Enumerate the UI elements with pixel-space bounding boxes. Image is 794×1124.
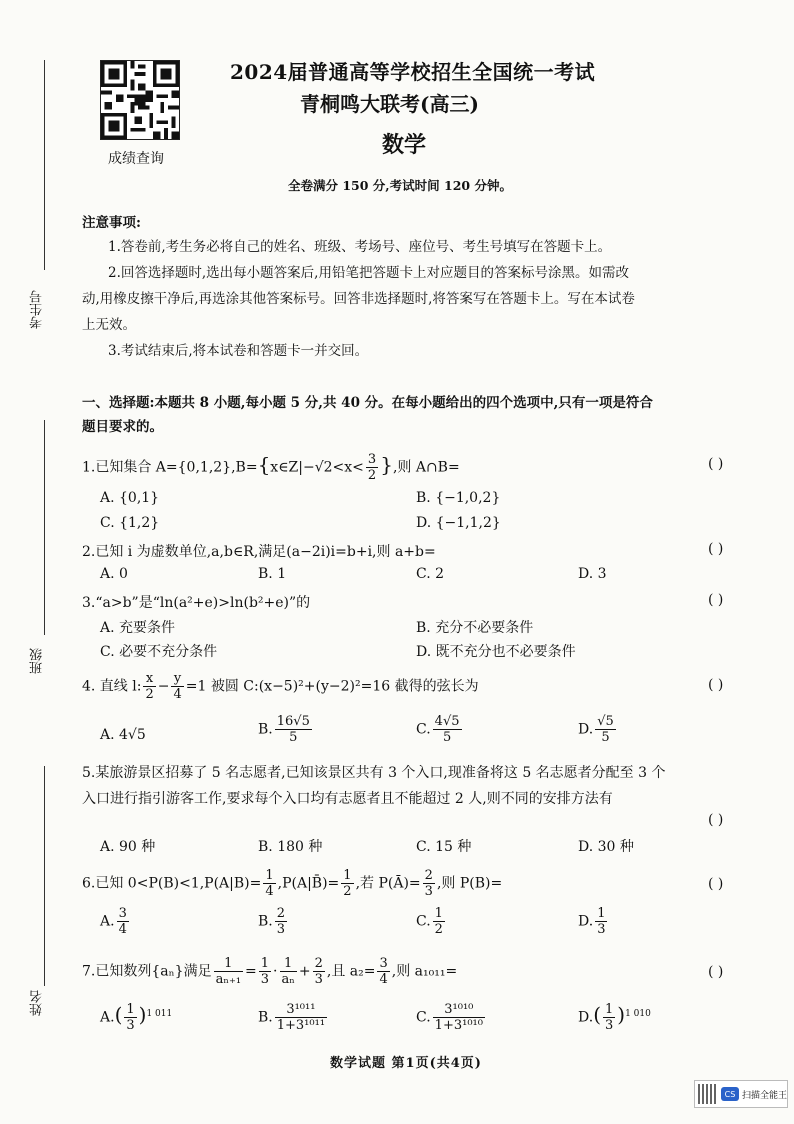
q3-stem: 3.“a>b”是“ln(a²+e)>ln(b²+e)”的 [82, 595, 311, 611]
exam-title-line2: 青桐鸣大联考(高三) [300, 92, 479, 116]
q4-option-b[interactable]: B. $\frac{16√5}{5}$ [258, 714, 310, 745]
section1-instructions-line1: 一、选择题:本题共 8 小题,每小题 5 分,共 40 分。在每小题给出的四个选项中,只有一项是符合 [82, 395, 653, 411]
q2-answer-paren[interactable]: ( ) [708, 541, 724, 557]
q3-option-b[interactable]: B. 充分不必要条件 [416, 620, 534, 636]
q7-option-b[interactable]: B. $\frac{\text{3¹⁰¹¹}}{\text{1+3¹⁰¹¹}}$ [258, 1002, 326, 1033]
notes-item-2a: 2.回答选择题时,选出每小题答案后,用铅笔把答题卡上对应题目的答案标号涂黑。如需改 [108, 265, 629, 281]
scanner-qr-icon [698, 1084, 718, 1104]
name-label: 姓名 [30, 990, 45, 1016]
scanner-badge: CS [721, 1087, 739, 1101]
q7-option-c[interactable]: C. $\frac{\text{3¹⁰¹⁰}}{\text{1+3¹⁰¹⁰}}$ [416, 1002, 483, 1033]
q5-stem-line1: 5.某旅游景区招募了 5 名志愿者,已知该景区共有 3 个入口,现准备将这 5 名志愿者分配至 3 个 [82, 765, 666, 781]
binding-margin-line-bottom [44, 766, 45, 986]
q7-option-d[interactable]: D.( $\frac{1}{3}$ )$^{1 010}$ [578, 1002, 651, 1033]
scanner-watermark [694, 1080, 788, 1108]
q1-option-a[interactable]: A. {0,1} [100, 490, 160, 506]
q7-stem: 7.已知数列{aₙ}满足 $\frac{1}{\text{aₙ₊₁}}$ = $\frac{1}{3}$ · $\frac{1}{\text{aₙ}}$ + $\frac{2}{3}$ ,且 a₂= $\frac{3}{4}$ ,则 a₁₀₁₁= [82, 956, 458, 987]
binding-margin-line-mid [44, 420, 45, 635]
q2-option-d[interactable]: D. 3 [578, 566, 607, 582]
q3-option-d[interactable]: D. 既不充分也不必要条件 [416, 644, 576, 660]
notes-item-2c: 上无效。 [82, 317, 136, 333]
q1-stem-a: 1.已知集合 A={0,1,2},B= [82, 459, 258, 476]
q4-answer-paren[interactable]: ( ) [708, 677, 724, 693]
q5-option-b[interactable]: B. 180 种 [258, 839, 323, 855]
q3-option-c[interactable]: C. 必要不充分条件 [100, 644, 218, 660]
section1-instructions-line2: 题目要求的。 [82, 419, 163, 435]
q5-answer-paren[interactable]: ( ) [708, 812, 724, 828]
q2-stem: 2.已知 i 为虚数单位,a,b∈R,满足(a−2i)i=b+i,则 a+b= [82, 544, 436, 560]
q6-stem: 6.已知 0<P(B)<1,P(A|B)= $\frac{1}{4}$ ,P(A|B̄)= $\frac{1}{2}$ ,若 P(Ā)= $\frac{2}{3}$ ,则 P(B)= [82, 868, 503, 899]
q6-option-c[interactable]: C. $\frac{1}{2}$ [416, 906, 443, 937]
notes-item-2b: 动,用橡皮擦干净后,再选涂其他答案标号。回答非选择题时,将答案写在答题卡上。写在本试卷 [82, 291, 635, 307]
q5-option-a[interactable]: A. 90 种 [100, 839, 156, 855]
qr-caption: 成绩查询 [108, 151, 164, 167]
q3-answer-paren[interactable]: ( ) [708, 592, 724, 608]
exam-info: 全卷满分 150 分,考试时间 120 分钟。 [288, 178, 512, 193]
q2-option-c[interactable]: C. 2 [416, 566, 445, 582]
q5-stem-line2: 入口进行指引游客工作,要求每个入口均有志愿者且不能超过 2 人,则不同的安排方法有 [82, 791, 613, 807]
q5-option-c[interactable]: C. 15 种 [416, 839, 472, 855]
q1-option-d[interactable]: D. {−1,1,2} [416, 515, 501, 531]
page-footer: 数学试题 第1页(共4页) [330, 1056, 482, 1071]
q4-option-c[interactable]: C. $\frac{4√5}{5}$ [416, 714, 460, 745]
q2-option-b[interactable]: B. 1 [258, 566, 287, 582]
q4-stem: 4. 直线 l: $\frac{x}{2}$ − $\frac{y}{4}$ =1 被圆 C:(x−5)²+(y−2)²=16 截得的弦长为 [82, 671, 479, 702]
exam-title-line1: 2024届普通高等学校招生全国统一考试 [230, 60, 596, 84]
q4-frac-y: $\frac{y}{4}$ [173, 671, 182, 702]
binding-margin-line-top [44, 60, 45, 270]
q2-option-a[interactable]: A. 0 [100, 566, 128, 582]
q1-answer-paren[interactable]: ( ) [708, 456, 724, 472]
scanner-label: 扫描全能王 [742, 1090, 788, 1101]
q1-frac: $\frac{3}{2}$ [367, 452, 377, 483]
qr-code-icon [101, 61, 179, 139]
qr-code-image[interactable] [100, 60, 180, 140]
q7-answer-paren[interactable]: ( ) [708, 964, 724, 980]
q6-option-a[interactable]: A. $\frac{3}{4}$ [100, 906, 127, 937]
q1-stem: 1.已知集合 A={0,1,2},B={x∈Z|−√2<x< $\frac{3}{2}$ },则 A∩B= [82, 452, 460, 483]
q7-option-a[interactable]: A.( $\frac{1}{3}$ )$^{1 011}$ [100, 1002, 173, 1033]
notes-item-1: 1.答卷前,考生务必将自己的姓名、班级、考场号、座位号、考生号填写在答题卡上。 [108, 239, 612, 255]
q1-option-b[interactable]: B. {−1,0,2} [416, 490, 501, 506]
q6-option-d[interactable]: D. $\frac{1}{3}$ [578, 906, 606, 937]
q1-option-c[interactable]: C. {1,2} [100, 515, 160, 531]
q1-set: x∈Z|−√2<x< [270, 459, 364, 476]
q4-frac-x: $\frac{x}{2}$ [145, 671, 154, 702]
exam-number-label: 考生号 [30, 290, 45, 329]
q6-option-b[interactable]: B. $\frac{2}{3}$ [258, 906, 286, 937]
q1-stem-b: ,则 A∩B= [392, 459, 460, 476]
q5-option-d[interactable]: D. 30 种 [578, 839, 634, 855]
q4-option-d[interactable]: D. $\frac{√5}{5}$ [578, 714, 614, 745]
q6-answer-paren[interactable]: ( ) [708, 876, 724, 892]
q3-option-a[interactable]: A. 充要条件 [100, 620, 176, 636]
subject-title: 数学 [382, 133, 427, 158]
class-label: 班级 [30, 648, 45, 674]
q4-option-a[interactable]: A. 4√5 [100, 727, 146, 743]
notes-heading: 注意事项: [82, 215, 141, 231]
notes-item-3: 3.考试结束后,将本试卷和答题卡一并交回。 [108, 343, 369, 359]
